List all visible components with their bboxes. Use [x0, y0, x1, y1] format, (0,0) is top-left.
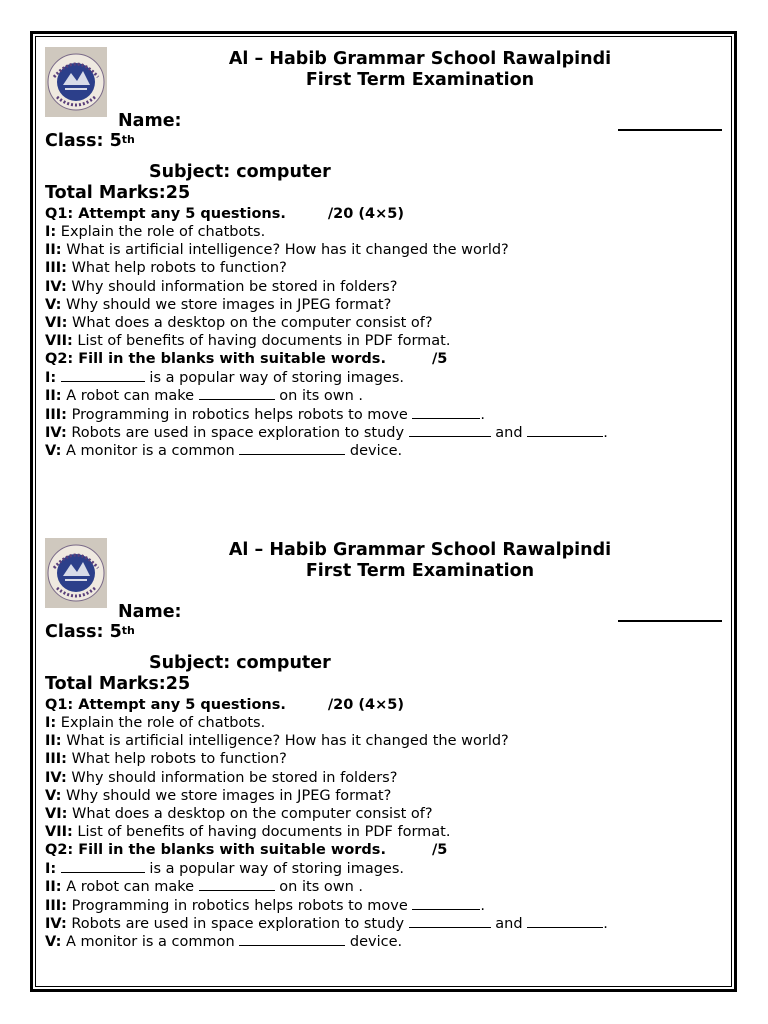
class-label — [45, 131, 135, 151]
exam-title: First Term Examination — [305, 70, 535, 90]
q1-item: VI: What does a desktop on the computer consist of? — [45, 314, 433, 331]
q1-item: VII: List of benefits of having documents in PDF format. — [45, 823, 451, 840]
q1-item: I: Explain the role of chatbots. — [45, 715, 266, 732]
q1-item: V: Why should we store images in JPEG format? — [45, 787, 392, 804]
q1-item: VI: What does a desktop on the computer consist of? — [45, 805, 433, 822]
q2-item: II: A robot can make on its own . — [45, 388, 363, 405]
subject-label: Subject: computer — [149, 653, 331, 673]
q1-item: VII: List of benefits of having documents in PDF format. — [45, 332, 451, 349]
fill-blank — [239, 932, 345, 946]
fill-blank — [527, 914, 603, 928]
q1-heading: Q1: Attempt any 5 questions. /20 (4×5) — [45, 697, 404, 713]
fill-blank — [412, 405, 480, 419]
fill-blank — [412, 896, 480, 910]
name-blank-line — [618, 620, 722, 622]
q1-item: II: What is artificial intelligence? How has it changed the world? — [45, 733, 509, 750]
q1-item: I: Explain the role of chatbots. — [45, 224, 266, 241]
fill-blank — [409, 914, 491, 928]
school-name: Al – Habib Grammar School Rawalpindi — [228, 49, 612, 69]
fill-blank — [199, 386, 275, 400]
fill-blank — [409, 423, 491, 437]
name-label: Name: — [118, 111, 182, 131]
fill-blank — [199, 877, 275, 891]
fill-blank — [61, 368, 145, 382]
q1-item: III: What help robots to function? — [45, 751, 287, 768]
total-marks: Total Marks:25 — [45, 183, 191, 203]
q2-item: IV: Robots are used in space exploration to study and . — [45, 424, 608, 441]
class-text: Class: 5 — [45, 131, 122, 151]
name-blank-line — [618, 129, 722, 131]
question-list — [45, 205, 725, 459]
class-superscript: th — [121, 624, 135, 637]
q1-item: V: Why should we store images in JPEG format? — [45, 296, 392, 313]
school-logo — [45, 538, 107, 608]
q1-item: III: What help robots to function? — [45, 260, 287, 277]
q2-item: III: Programming in robotics helps robots to move . — [45, 897, 486, 914]
total-marks: Total Marks:25 — [45, 674, 191, 694]
q2-item: I: is a popular way of storing images. — [45, 861, 405, 878]
q1-heading: Q1: Attempt any 5 questions. /20 (4×5) — [45, 206, 404, 222]
q2-item: III: Programming in robotics helps robots to move . — [45, 406, 486, 423]
school-name: Al – Habib Grammar School Rawalpindi — [228, 540, 612, 560]
fill-blank — [61, 859, 145, 873]
q2-item: II: A robot can make on its own . — [45, 879, 363, 896]
q2-item: IV: Robots are used in space exploration to study and . — [45, 915, 608, 932]
fill-blank — [239, 441, 345, 455]
q1-item: IV: Why should information be stored in folders? — [45, 278, 398, 295]
exam-header — [165, 49, 675, 91]
q1-item: IV: Why should information be stored in folders? — [45, 769, 398, 786]
q2-item: V: A monitor is a common device. — [45, 933, 403, 950]
subject-label: Subject: computer — [149, 162, 331, 182]
q2-heading: Q2: Fill in the blanks with suitable words. /5 — [45, 351, 448, 368]
q2-item: I: is a popular way of storing images. — [45, 370, 405, 387]
q1-item: II: What is artificial intelligence? How has it changed the world? — [45, 242, 509, 259]
q2-heading: Q2: Fill in the blanks with suitable words. /5 — [45, 842, 448, 859]
school-logo — [45, 47, 107, 117]
class-text: Class: 5 — [45, 622, 122, 642]
q2-item: V: A monitor is a common device. — [45, 442, 403, 459]
exam-sheet-bottom — [45, 538, 735, 958]
class-label — [45, 622, 135, 642]
class-superscript: th — [121, 133, 135, 146]
exam-sheet-top — [45, 47, 735, 467]
question-list — [45, 696, 725, 950]
exam-header — [165, 540, 675, 582]
name-label: Name: — [118, 602, 182, 622]
exam-title: First Term Examination — [305, 561, 535, 581]
fill-blank — [527, 423, 603, 437]
